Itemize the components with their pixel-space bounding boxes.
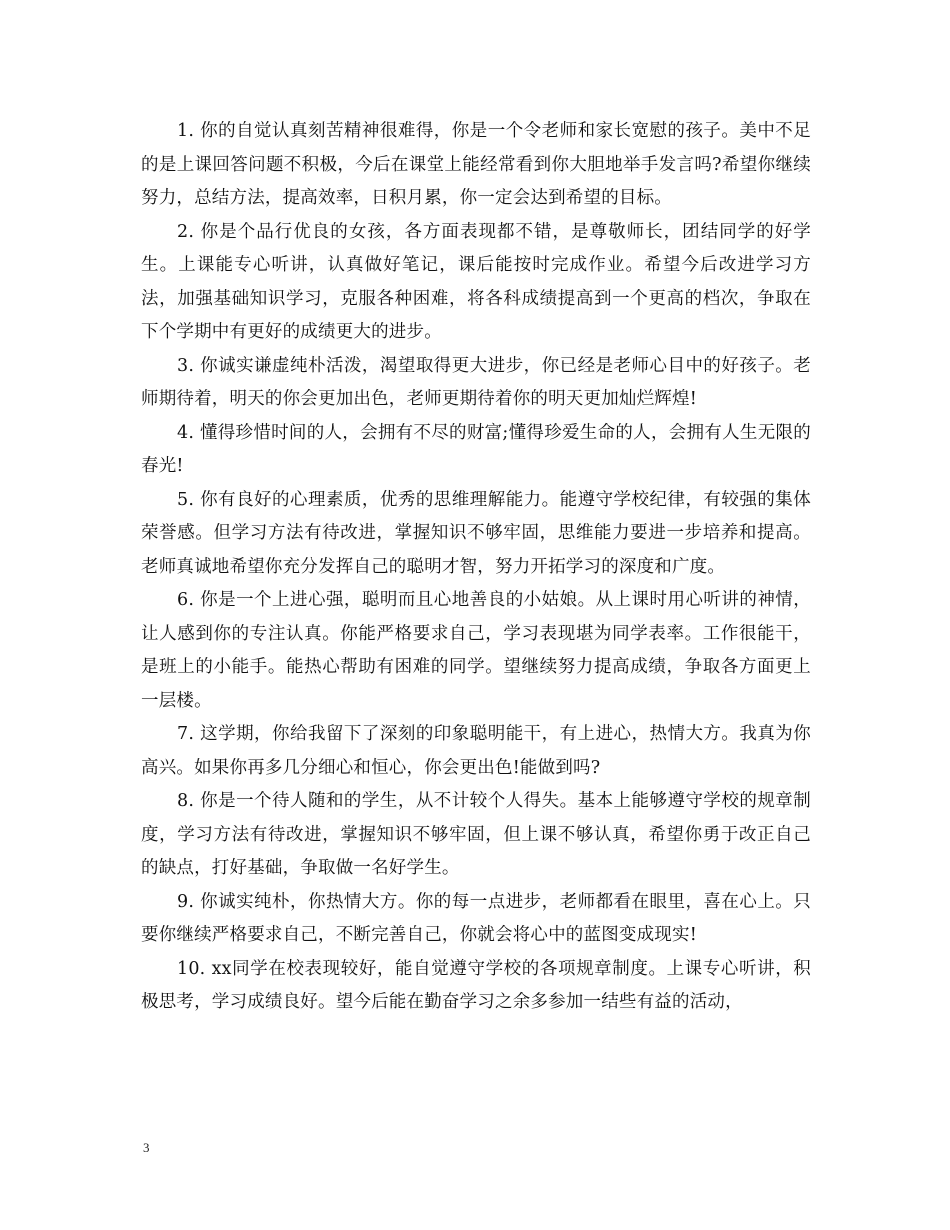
paragraph-1: 1. 你的自觉认真刻苦精神很难得，你是一个令老师和家长宽慰的孩子。美中不足的是上课回答问题不积极，今后在课堂上能经常看到你大胆地举手发言吗?希望你继续努力，总结方法，提高效率，日积月累，你一定会达到希望的目标。	[141, 121, 811, 208]
paragraph-4: 4. 懂得珍惜时间的人，会拥有不尽的财富;懂得珍爱生命的人，会拥有人生无限的春光!	[141, 422, 811, 476]
paragraph-8: 8. 你是一个待人随和的学生，从不计较个人得失。基本上能够遵守学校的规章制度，学习方法有待改进，掌握知识不够牢固，但上课不够认真，希望你勇于改正自己的缺点，打好基础，争取做一名好学生。	[141, 791, 811, 878]
paragraph-2: 2. 你是个品行优良的女孩，各方面表现都不错，是尊敬师长，团结同学的好学生。上课能专心听讲，认真做好笔记，课后能按时完成作业。希望今后改进学习方法，加强基础知识学习，克服各种困难，将各科成绩提高到一个更高的档次，争取在下个学期中有更好的成绩更大的进步。	[141, 221, 811, 342]
document-body	[141, 115, 811, 1020]
paragraph-9: 9. 你诚实纯朴，你热情大方。你的每一点进步，老师都看在眼里，喜在心上。只要你继续严格要求自己，不断完善自己，你就会将心中的蓝图变成现实!	[141, 891, 811, 945]
page-number: 3	[143, 1140, 150, 1155]
paragraph-3: 3. 你诚实谦虚纯朴活泼，渴望取得更大进步，你已经是老师心目中的好孩子。老师期待着，明天的你会更加出色，老师更期待着你的明天更加灿烂辉煌!	[141, 355, 811, 409]
paragraph-5: 5. 你有良好的心理素质，优秀的思维理解能力。能遵守学校纪律，有较强的集体荣誉感。但学习方法有待改进，掌握知识不够牢固，思维能力要进一步培养和提高。老师真诚地希望你充分发挥自己的聪明才智，努力开拓学习的深度和广度。	[141, 489, 811, 577]
paragraph-10: 10. xx同学在校表现较好，能自觉遵守学校的各项规章制度。上课专心听讲，积极思考，学习成绩良好。望今后能在勤奋学习之余多参加一结些有益的活动，	[141, 958, 811, 1012]
paragraph-7: 7. 这学期，你给我留下了深刻的印象聪明能干，有上进心，热情大方。我真为你高兴。如果你再多几分细心和恒心，你会更出色!能做到吗?	[141, 724, 811, 778]
paragraph-6: 6. 你是一个上进心强，聪明而且心地善良的小姑娘。从上课时用心听讲的神情，让人感到你的专注认真。你能严格要求自己，学习表现堪为同学表率。工作很能干，是班上的小能手。能热心帮助有困难的同学。望继续努力提高成绩，争取各方面更上一层楼。	[141, 590, 811, 711]
